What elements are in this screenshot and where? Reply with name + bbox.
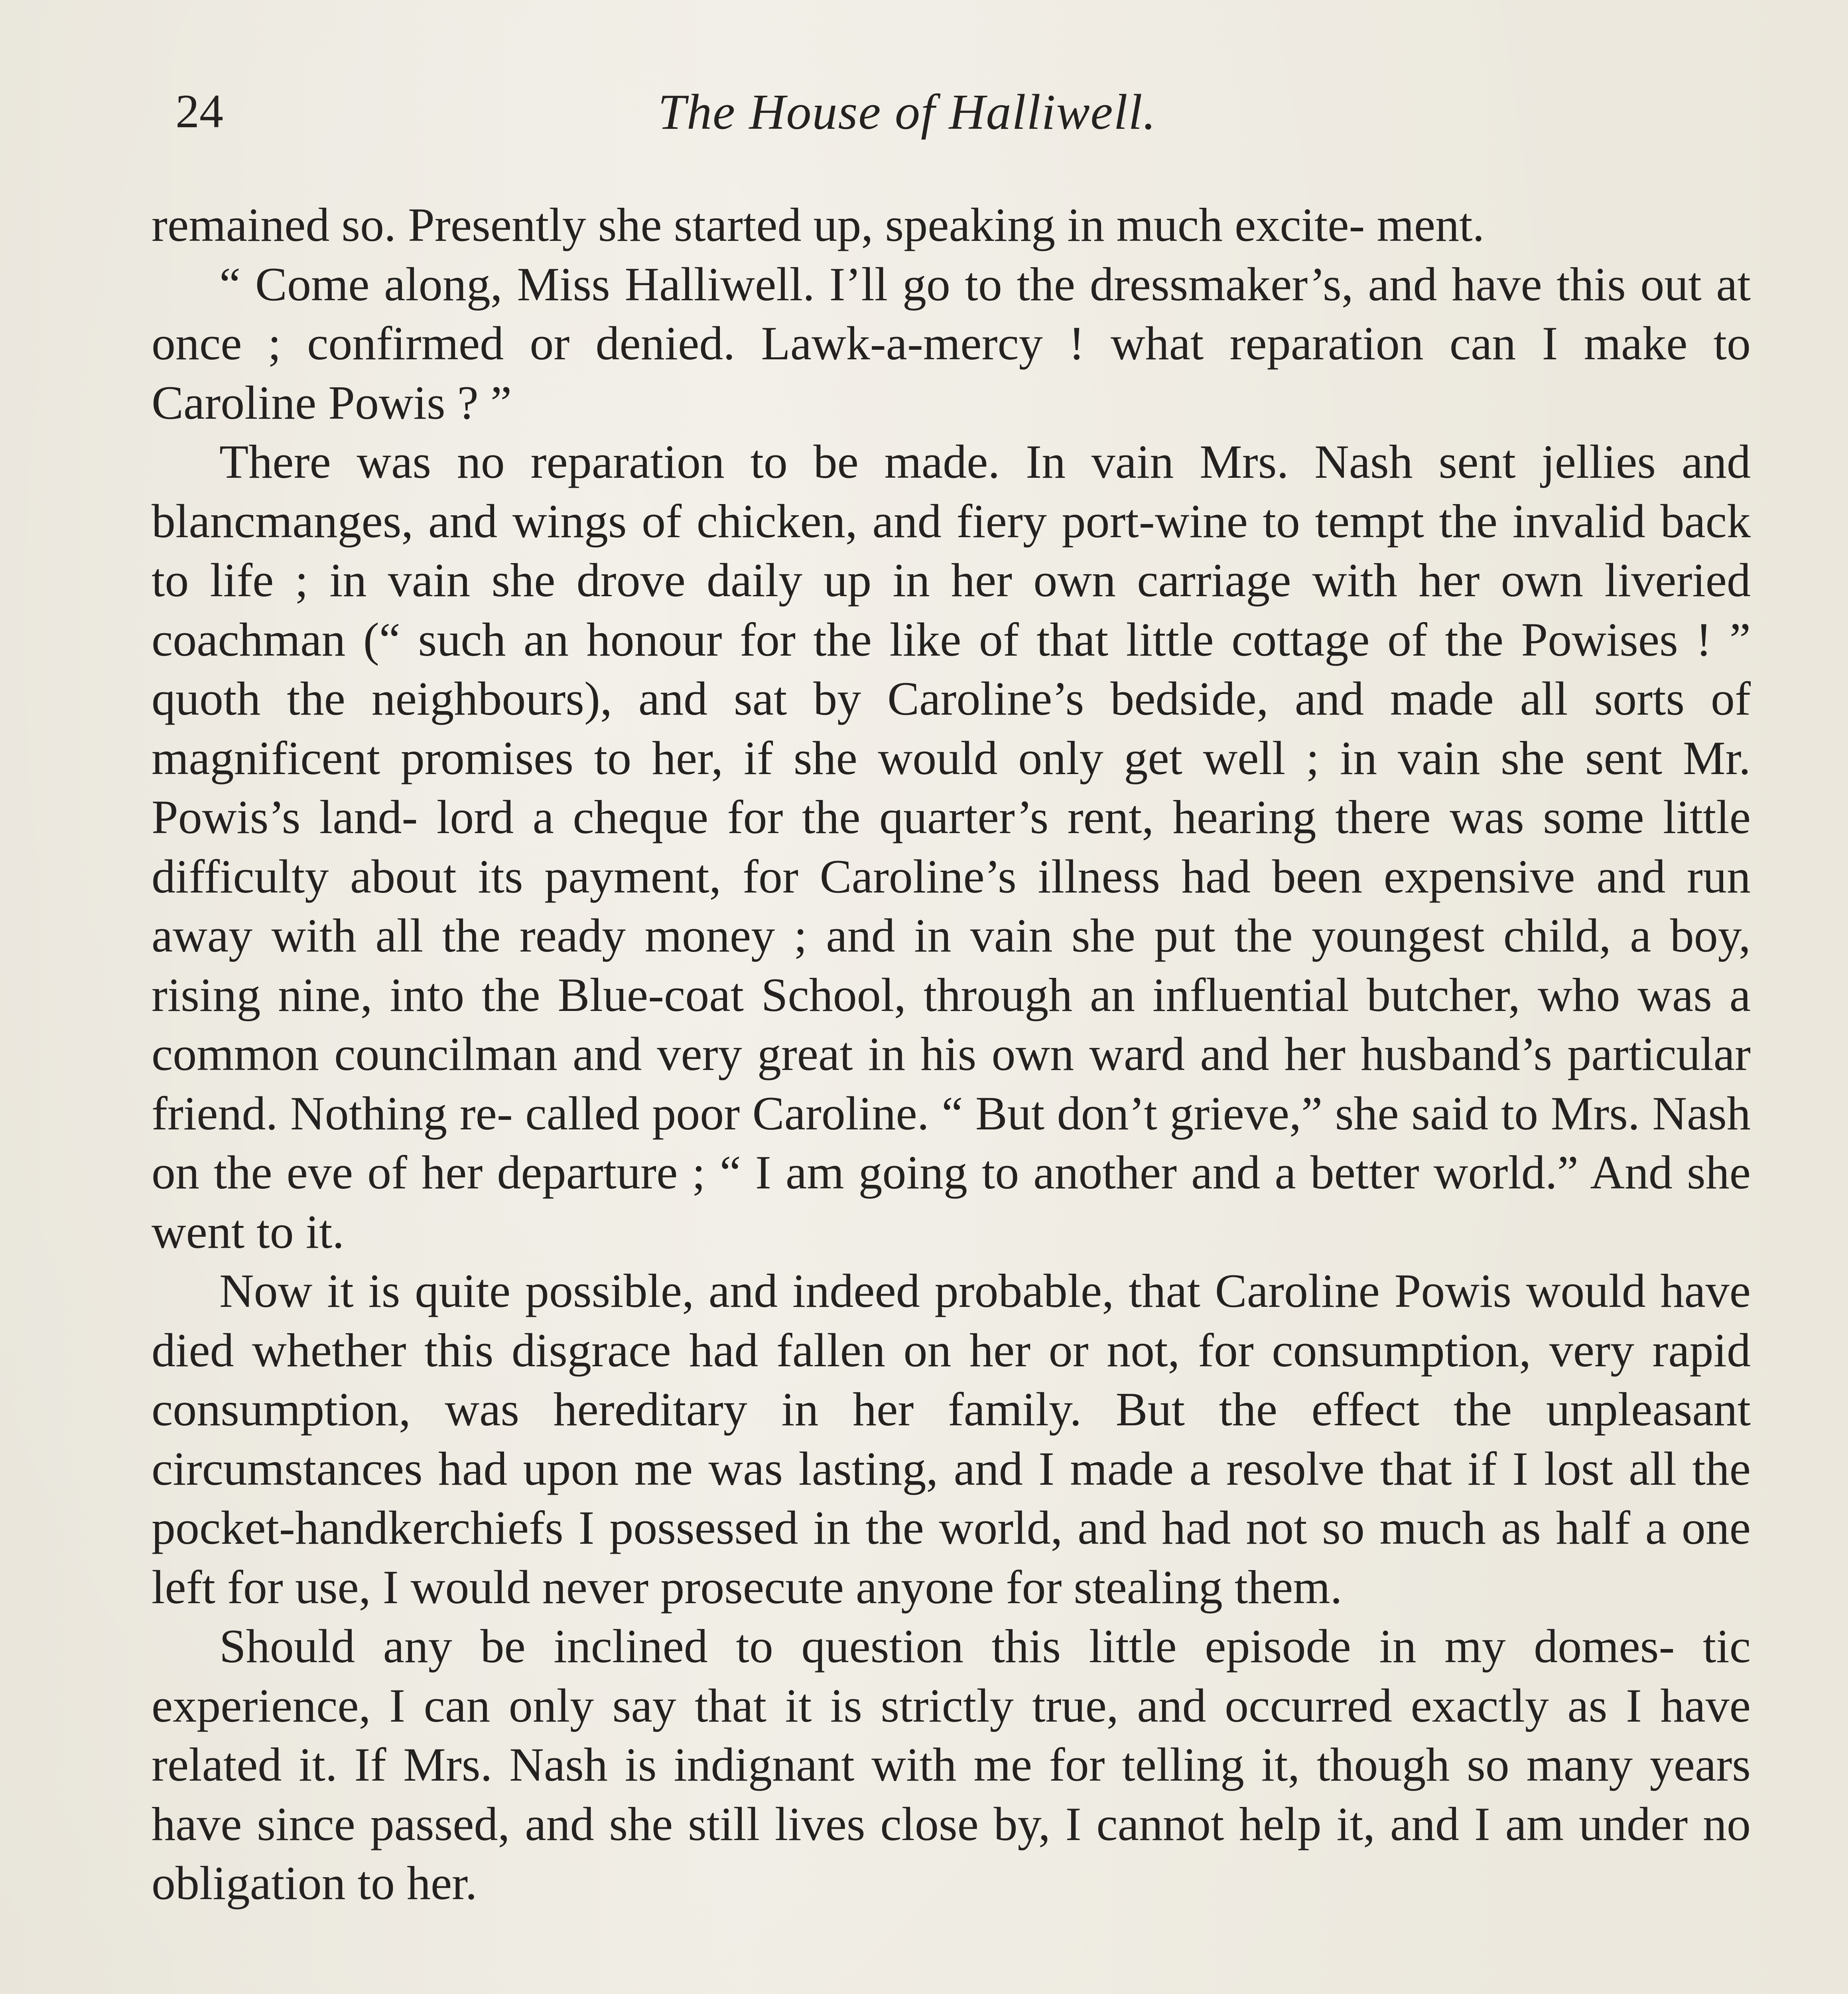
paragraph: “ Come along, Miss Halliwell. I’ll go to the dressmaker’s, and have this out at once ; confirmed or denied. Lawk-a-mercy ! what reparation can I make to Caroline Powis ? ” <box>152 257 1751 429</box>
page-number: 24 <box>175 85 223 138</box>
page-header <box>152 72 1739 152</box>
paragraph: remained so. Presently she started up, speaking in much excite- ment. <box>152 198 1485 251</box>
body-text <box>152 195 1751 1913</box>
paragraph: Now it is quite possible, and indeed probable, that Caroline Powis would have died whether this disgrace had fallen on her or not, for consumption, very rapid consumption, was hereditary in her family. But the effect the unpleasant circumstances had upon me was lasting, and I made a resolve that if I lost all the pocket-handkerchiefs I possessed in the world, and had not so much as half a one left for use, I would never prosecute anyone for stealing them. <box>152 1264 1751 1614</box>
running-title: The House of Halliwell. <box>658 85 1156 140</box>
paragraph: Should any be inclined to question this little episode in my domes- tic experience, I can only say that it is strictly true, and occurred exactly as I have related it. If Mrs. Nash is indignant with me for telling it, though so many years have since passed, and she still lives close by, I cannot help it, and I am under no obligation to her. <box>152 1620 1751 1909</box>
paragraph: There was no reparation to be made. In vain Mrs. Nash sent jellies and blancmanges, and wings of chicken, and fiery port-wine to tempt the invalid back to life ; in vain she drove daily up in her own carriage with her own liveried coachman (“ such an honour for the like of that little cottage of the Powises ! ” quoth the neighbours), and sat by Caroline’s bedside, and made all sorts of magnificent promises to her, if she would only get well ; in vain she sent Mr. Powis’s land- lord a cheque for the quarter’s rent, hearing there was some little difficulty about its payment, for Caroline’s illness had been expensive and run away with all the ready money ; and in vain she put the youngest child, a boy, rising nine, into the Blue-coat School, through an influential butcher, who was a common councilman and very great in his own ward and her husband’s particular friend. Nothing re- called poor Caroline. “ But don’t grieve,” she said to Mrs. Nash on the eve of her departure ; “ I am going to another and a better world.” And she went to it. <box>152 435 1751 1258</box>
